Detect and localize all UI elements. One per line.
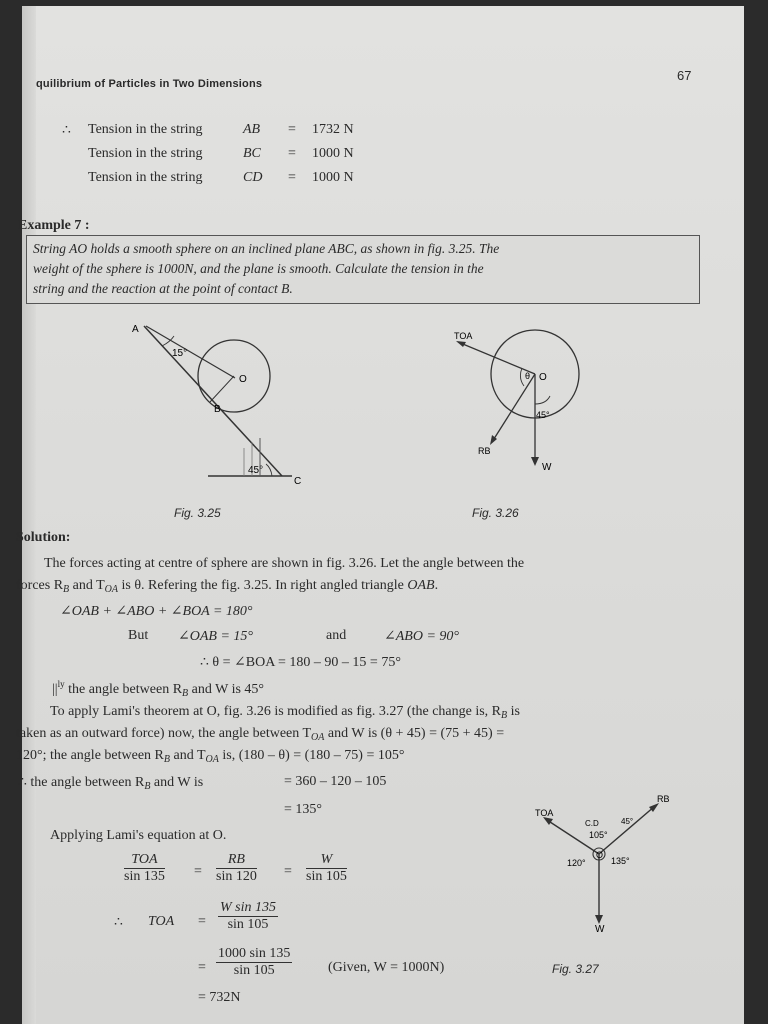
text-run: the angle between R — [64, 682, 183, 697]
solution-para-2a — [50, 704, 520, 721]
label-theta: θ — [525, 371, 531, 381]
angle-45: 45° — [536, 410, 550, 420]
label-o: O — [239, 374, 247, 385]
text-run: is — [507, 704, 520, 719]
result-name: AB — [243, 122, 261, 137]
text-run: is, (180 – θ) = (180 – 75) = 105° — [218, 748, 405, 763]
figure-3-26-caption: Fig. 3.26 — [472, 506, 519, 520]
text-run: To apply Lami's theorem at O, fig. 3.26 is modified as fig. 3.27 (the change is, R — [50, 704, 502, 719]
figure-3-25-diagram — [122, 318, 312, 488]
text-run: 120°; the angle between R — [16, 748, 164, 763]
numerator: W sin 135 — [220, 900, 276, 915]
fraction-1000sin135-sin105 — [216, 946, 292, 979]
equals-sign: = — [288, 122, 296, 137]
text-run: is θ. Refering the fig. 3.25. In right angled triangle — [118, 578, 408, 593]
denominator: sin 120 — [216, 869, 257, 884]
textbook-page — [16, 6, 744, 1024]
fraction-toa-sin135 — [124, 852, 165, 885]
result-value: 1000 N — [312, 170, 354, 185]
angle-135: 135° — [611, 856, 630, 866]
angle-rb-w-expression: = 360 – 120 – 105 — [284, 774, 387, 789]
subscript: OA — [104, 584, 119, 595]
label-toa: TOA — [454, 331, 473, 341]
example-heading: Example 7 : — [18, 218, 90, 233]
lami-heading: Applying Lami's equation at O. — [50, 828, 227, 843]
solution-para-2c — [16, 748, 404, 765]
denominator: sin 105 — [306, 869, 347, 884]
label-o: O — [596, 850, 604, 860]
label-toa: TOA — [535, 808, 554, 818]
subscript: OA — [311, 732, 325, 743]
therefore-sign: ∴ — [62, 123, 71, 138]
label-o: O — [539, 372, 547, 383]
label-rb: RB — [657, 794, 670, 804]
solution-para-1a: The forces acting at centre of sphere are shown in fig. 3.26. Let the angle between the — [44, 556, 525, 571]
toa-symbol: TOA — [148, 914, 175, 929]
numerator: W — [306, 852, 347, 869]
solution-para-1b — [16, 578, 438, 595]
equation-abo: ∠ABO = 90° — [384, 629, 459, 644]
therefore-sign: ∴ — [114, 915, 123, 930]
side-label-45: 45° — [621, 817, 634, 826]
angle-15: 15° — [172, 348, 188, 359]
subscript: B — [163, 754, 170, 765]
text-run: taken as an outward force) now, the angle between T — [16, 726, 312, 741]
equals-sign: = — [194, 864, 202, 879]
denominator: sin 135 — [124, 869, 165, 884]
text-run: OAB — [407, 578, 435, 593]
figure-3-27-diagram — [507, 782, 707, 942]
word-and: and — [326, 628, 347, 643]
result-name: BC — [243, 146, 261, 161]
subscript: B — [182, 688, 189, 699]
given-note: (Given, W = 1000N) — [328, 960, 445, 975]
numerator: RB — [216, 852, 257, 869]
equals-sign: = — [284, 864, 292, 879]
angle-45: 45° — [248, 465, 264, 476]
result-value: 1000 N — [312, 146, 354, 161]
angle-105: 105° — [589, 830, 608, 840]
denominator: sin 105 — [227, 917, 269, 932]
text-run: and W is 45° — [188, 682, 264, 697]
fraction-w-sin105 — [306, 852, 347, 885]
text-run: and W is (θ + 45) = (75 + 45) = — [324, 726, 505, 741]
subscript: OA — [205, 754, 219, 765]
equals-sign: = — [198, 960, 206, 975]
figure-3-27-caption: Fig. 3.27 — [552, 962, 599, 976]
subscript: B — [144, 781, 151, 792]
result-value: 1732 N — [312, 122, 354, 137]
equals-sign: = — [288, 170, 296, 185]
solution-para-2b — [16, 726, 504, 743]
label-w: W — [595, 924, 605, 935]
label-c: C — [294, 476, 302, 487]
numerator: 1000 sin 135 — [218, 946, 291, 961]
result-label: Tension in the string — [88, 122, 203, 137]
page-binding-edge — [22, 6, 36, 1024]
equation-theta: ∴ θ = ∠BOA = 180 – 90 – 15 = 75° — [200, 655, 401, 670]
numerator: TOA — [124, 852, 165, 869]
text-run: || — [52, 682, 58, 697]
text-run: . — [434, 578, 439, 593]
word-but: But — [128, 628, 149, 643]
angle-rb-w-result: = 135° — [284, 802, 322, 817]
text-run: and T — [69, 578, 105, 593]
figure-3-25-caption: Fig. 3.25 — [174, 506, 221, 520]
equation-angle-sum: ∠OAB + ∠ABO + ∠BOA = 180° — [60, 604, 253, 619]
superscript: ly — [57, 679, 65, 689]
angle-rb-w-line — [18, 774, 203, 792]
final-answer: = 732N — [198, 990, 241, 1005]
text-run: and W is — [150, 775, 204, 790]
result-name: CD — [243, 170, 263, 185]
fraction-wsin135-sin105 — [218, 900, 278, 933]
side-label-cd: C.D — [585, 819, 599, 828]
solution-heading: Solution: — [16, 530, 71, 545]
equals-sign: = — [288, 146, 296, 161]
figure-3-26-diagram — [422, 326, 602, 476]
text-run: forces R — [16, 578, 64, 593]
label-b: B — [214, 404, 221, 415]
label-rb: RB — [478, 446, 491, 456]
fraction-rb-sin120 — [216, 852, 257, 885]
similarly-line — [52, 679, 264, 699]
equation-oab: ∠OAB = 15° — [178, 629, 253, 644]
text-run: ∴ the angle between R — [18, 775, 145, 790]
problem-line-3: string and the reaction at the point of contact B. — [33, 281, 293, 296]
text-run: and T — [170, 748, 206, 763]
subscript: B — [63, 584, 70, 595]
equals-sign: = — [198, 914, 206, 929]
page-number: 67 — [677, 68, 692, 83]
problem-line-2: weight of the sphere is 1000N, and the plane is smooth. Calculate the tension in the — [33, 261, 484, 276]
running-header: quilibrium of Particles in Two Dimensions — [36, 78, 263, 90]
label-w: W — [542, 462, 552, 473]
problem-line-1: String AO holds a smooth sphere on an inclined plane ABC, as shown in fig. 3.25. The — [33, 241, 500, 256]
label-a: A — [132, 324, 139, 335]
problem-statement-box — [26, 235, 700, 304]
angle-120: 120° — [567, 858, 586, 868]
denominator: sin 105 — [233, 963, 275, 978]
subscript: B — [501, 710, 508, 721]
result-label: Tension in the string — [88, 146, 203, 161]
result-label: Tension in the string — [88, 170, 203, 185]
